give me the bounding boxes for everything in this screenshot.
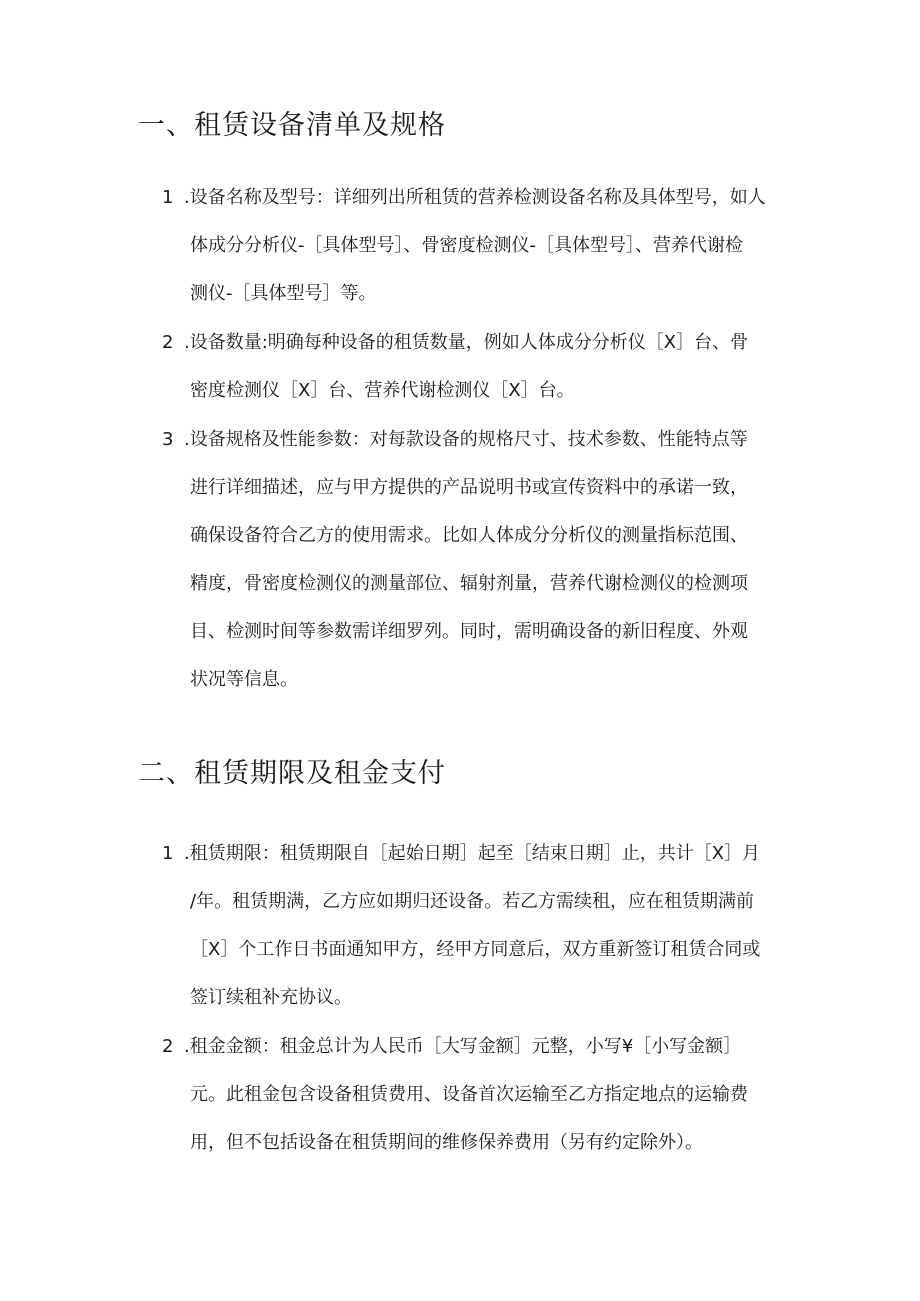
item-number: 3 (162, 429, 174, 450)
item-text-line: 测仪-［具体型号］等。 (190, 283, 377, 304)
item-text-line: 确保设备符合乙方的使用需求。比如人体成分分析仪的测量指标范围、 (190, 525, 748, 546)
section-2-item-1 (162, 830, 792, 1022)
item-text-line: 元。此租金包含设备租赁费用、设备首次运输至乙方指定地点的运输费 (190, 1084, 748, 1105)
item-text-line: /年。租赁期满，乙方应如期归还设备。若乙方需续租，应在租赁期满前 (190, 891, 755, 912)
item-text-line: 用，但不包括设备在租赁期间的维修保养费用（另有约定除外）。 (190, 1132, 703, 1153)
item-text-line: .租金金额：租金总计为人民币［大写金额］元整，小写¥［小写金额］ (184, 1036, 742, 1057)
item-number: 2 (162, 332, 174, 353)
section-2-item-2 (162, 1023, 792, 1167)
item-text-line: .租赁期限：租赁期限自［起始日期］起至［结束日期］止，共计［X］月 (184, 843, 761, 864)
item-text-line: 进行详细描述，应与甲方提供的产品说明书或宣传资料中的承诺一致， (190, 477, 748, 498)
section-2-heading: 二、租赁期限及租金支付 (138, 758, 446, 789)
item-number: 1 (162, 843, 174, 864)
item-text-line: .设备规格及性能参数：对每款设备的规格尺寸、技术参数、性能特点等 (184, 429, 748, 450)
section-1-heading: 一、租赁设备清单及规格 (138, 110, 446, 141)
item-text-line: 精度，骨密度检测仪的测量部位、辐射剂量，营养代谢检测仪的检测项 (190, 573, 748, 594)
item-text-line: .设备名称及型号：详细列出所租赁的营养检测设备名称及具体型号，如人 (184, 187, 766, 208)
item-text-line: 状况等信息。 (190, 669, 298, 690)
item-text-line: 体成分分析仪-［具体型号］、骨密度检测仪-［具体型号］、营养代谢检 (190, 235, 743, 256)
section-1-item-2 (162, 319, 792, 415)
item-number: 2 (162, 1036, 174, 1057)
item-text-line: 目、检测时间等参数需详细罗列。同时，需明确设备的新旧程度、外观 (190, 621, 748, 642)
item-number: 1 (162, 187, 174, 208)
item-text-line: 签订续租补充协议。 (190, 987, 352, 1008)
item-text-line: ［X］个工作日书面通知甲方，经甲方同意后，双方重新签订租赁合同或 (190, 939, 761, 960)
section-1-item-3 (162, 416, 792, 704)
item-text-line: 密度检测仪［X］台、营养代谢检测仪［X］台。 (190, 380, 575, 401)
item-text-line: .设备数量:明确每种设备的租赁数量，例如人体成分分析仪［X］台、骨 (184, 332, 749, 353)
section-1-item-1 (162, 174, 792, 318)
